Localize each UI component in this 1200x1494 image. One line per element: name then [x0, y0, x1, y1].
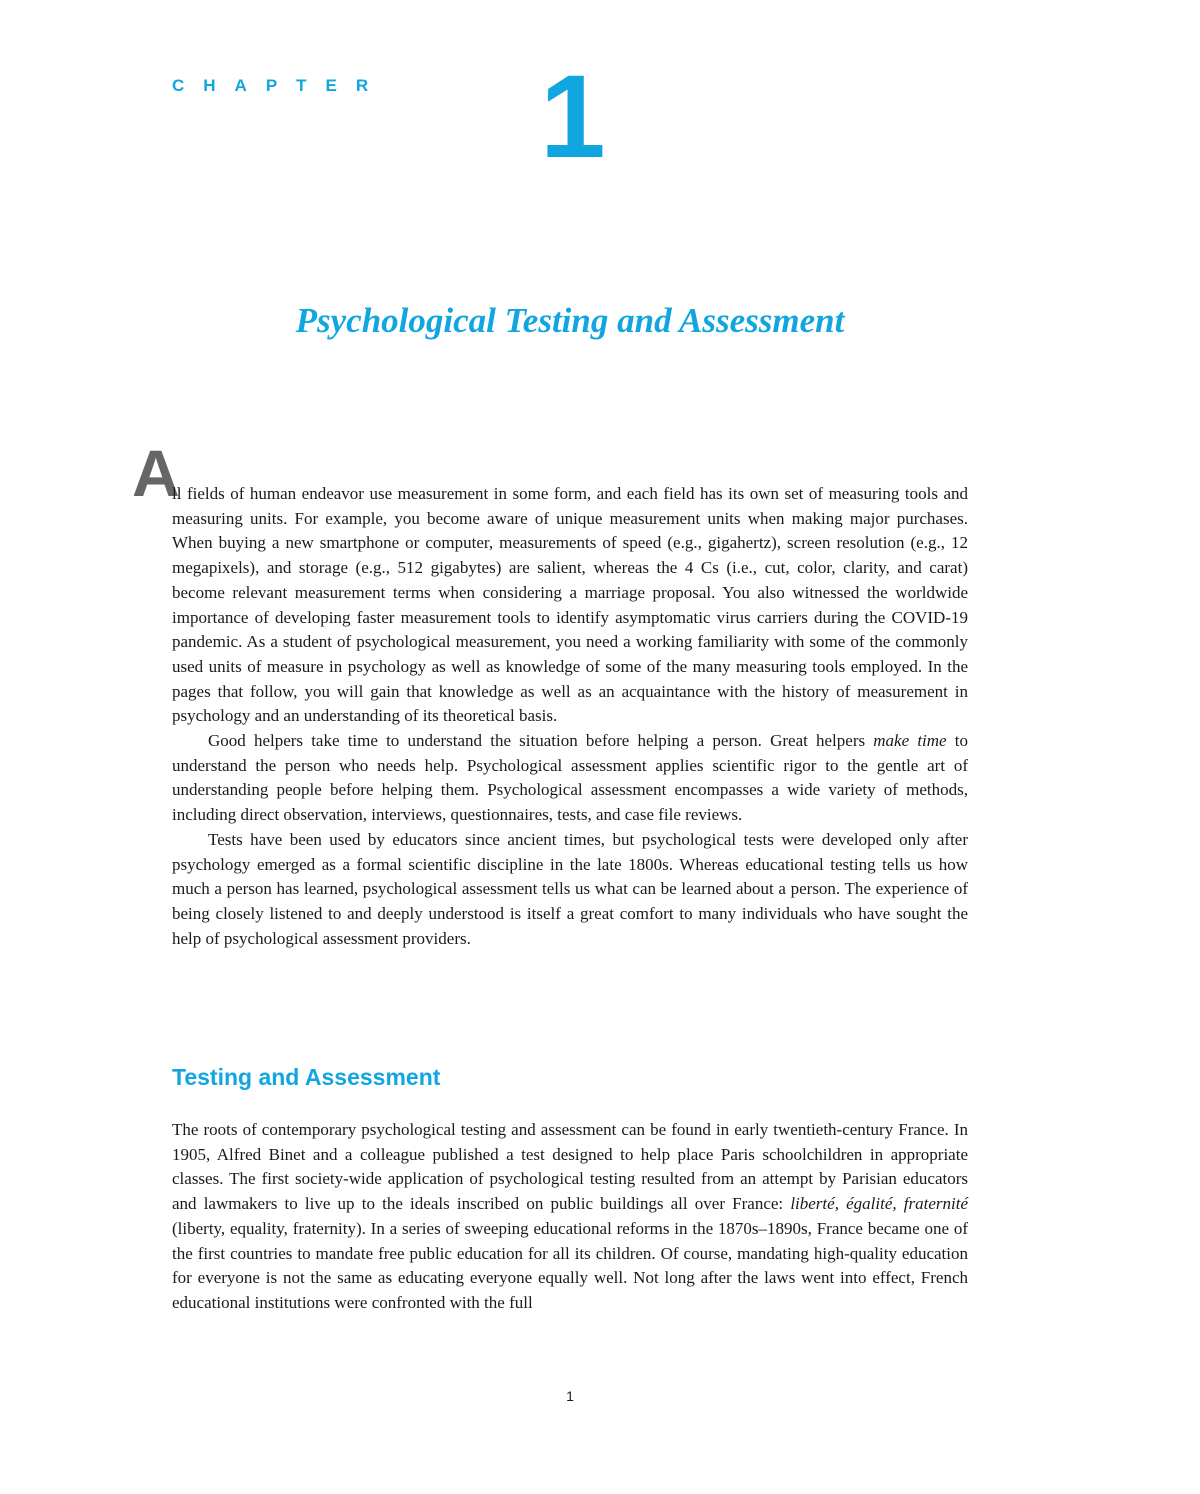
chapter-number: 1 — [540, 51, 606, 183]
chapter-title: Psychological Testing and Assessment — [295, 301, 845, 341]
intro-paragraph-2-emphasis: make time — [873, 731, 947, 751]
section-text — [172, 1118, 968, 1316]
section-paragraph-1-start: The roots of contemporary psychological testing and assessment can be found in early twentieth-century France. In 1905, Alfred Binet and a colleague published a test designed to help place Paris schoolchildren in appropriate classes. The first society-wide application of psychological testing resulted from an attempt by Parisian educators and lawmakers to live up to the ideals inscribed on public buildings all over France: — [172, 1120, 968, 1214]
intro-text — [172, 482, 968, 951]
chapter-label: CHAPTER — [172, 76, 388, 95]
intro-paragraph-2-end: to understand the person who needs help. Psychological assessment applies scientific rigor to the gentle art of understanding people before helping them. Psychological assessment encompasses a wide variety of methods, including direct observation, interviews, questionnaires, tests, and case file reviews. — [172, 731, 968, 825]
intro-paragraph-2 — [172, 729, 968, 828]
drop-cap: A — [132, 436, 180, 510]
intro-paragraph-2-start: Good helpers take time to understand the situation before helping a person. Great helpers — [208, 731, 874, 751]
page-number: 1 — [566, 1388, 574, 1404]
section-paragraph-1-end: (liberty, equality, fraternity). In a series of sweeping educational reforms in the 1870s–1890s, France became one of the first countries to mandate free public education for all its children. Of course, mandating high-quality education for everyone is not the same as educating everyone equally well. Not long after the laws went into effect, French educational institutions were confronted with the full — [172, 1218, 968, 1312]
section-paragraph-1 — [172, 1118, 968, 1316]
section-heading: Testing and Assessment — [172, 1064, 441, 1090]
intro-paragraph-3: Tests have been used by educators since ancient times, but psychological tests were developed only after psychology emerged as a formal scientific discipline in the late 1800s. Whereas educational testing tells us how much a person has learned, psychological assessment tells us what can be learned about a person. The experience of being closely listened to and deeply understood is itself a great comfort to many individuals who have sought the help of psychological assessment providers. — [172, 829, 968, 948]
section-paragraph-1-emphasis: liberté, égalité, fraternité — [790, 1194, 968, 1214]
intro-paragraph-1: ll fields of human endeavor use measurement in some form, and each field has its own set of measuring tools and measuring units. For example, you become aware of unique measurement units when making major purchases. When buying a new smartphone or computer, measurements of speed (e.g., gigahertz), screen resolution (e.g., 12 megapixels), and storage (e.g., 512 gigabytes) are salient, whereas the 4 Cs (i.e., cut, color, clarity, and carat) become relevant measurement terms when considering a marriage proposal. You also witnessed the worldwide importance of developing faster measurement tools to identify asymptomatic virus carriers during the COVID-19 pandemic. As a student of psychological measurement, you need a working familiarity with some of the commonly used units of measure in psychology as well as knowledge of some of the many measuring tools employed. In the pages that follow, you will gain that knowledge as well as an acquaintance with the history of measurement in psychology and an understanding of its theoretical basis. — [172, 484, 968, 726]
